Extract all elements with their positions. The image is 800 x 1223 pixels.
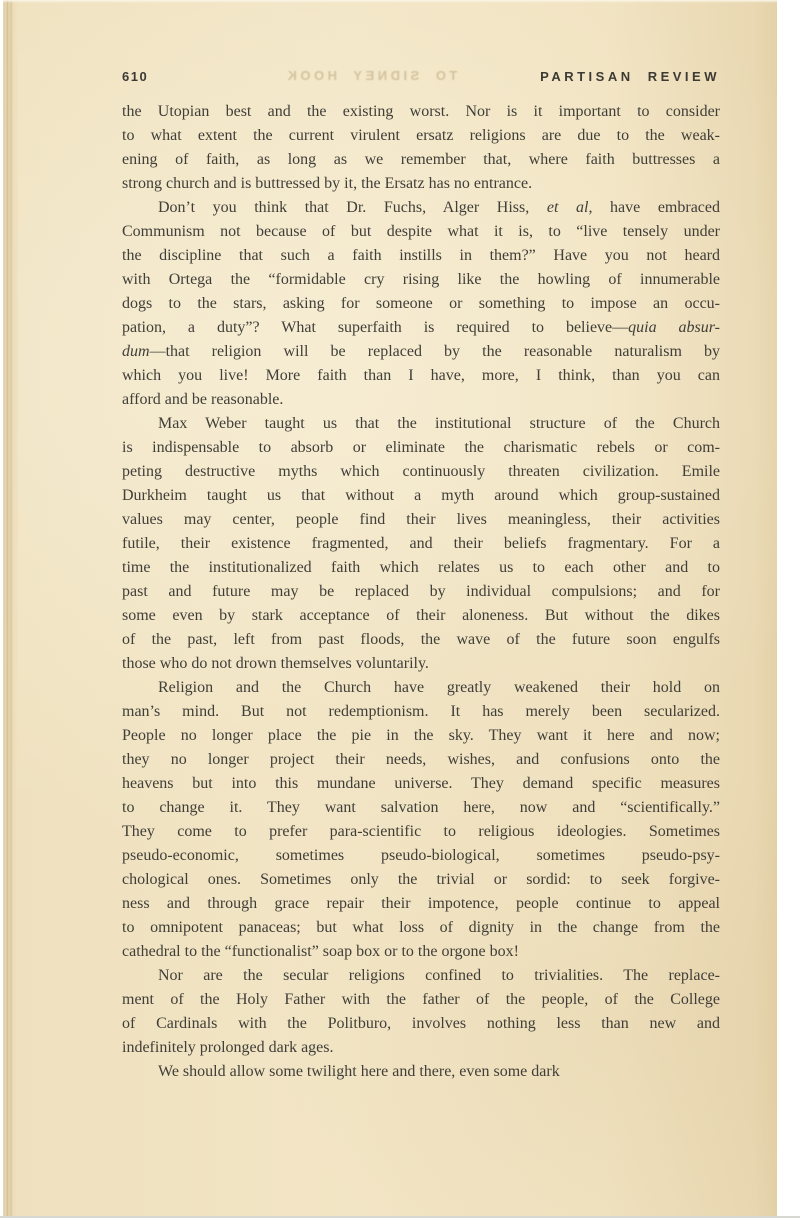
text-line: which you live! More faith than I have, more, I think, than you can	[122, 367, 720, 384]
text-line: of the past, left from past floods, the wave of the future soon engulfs	[122, 631, 720, 648]
page-number: 610	[122, 69, 149, 84]
paragraph	[122, 196, 720, 412]
text-line: ment of the Holy Father with the father of the people, of the College	[122, 991, 720, 1008]
text-line: they no longer project their needs, wishes, and confusions onto the	[122, 751, 720, 768]
text-line: pseudo-economic, sometimes pseudo-biological, sometimes pseudo-psy-	[122, 847, 720, 864]
text-line: Durkheim taught us that without a myth around which group-sustained	[122, 487, 720, 504]
text-line: the discipline that such a faith instills in them?” Have you not heard	[122, 247, 720, 264]
text-line: strong church and is buttressed by it, the Ersatz has no entrance.	[122, 175, 533, 192]
text-line: dogs to the stars, asking for someone or something to impose an occu-	[122, 295, 720, 312]
text-line: We should allow some twilight here and there, even some dark	[158, 1063, 560, 1080]
text-line: with Ortega the “formidable cry rising like the howling of innumerable	[122, 271, 720, 288]
text-line: cathedral to the “functionalist” soap box or to the orgone box!	[122, 943, 519, 960]
text-line: the Utopian best and the existing worst. Nor is it important to consider	[122, 103, 720, 120]
text-line: People no longer place the pie in the sky. They want it here and now;	[122, 727, 720, 744]
text-line: some even by stark acceptance of their aloneness. But without the dikes	[122, 607, 720, 624]
text-line: heavens but into this mundane universe. They demand specific measures	[122, 775, 720, 792]
text-line: futile, their existence fragmented, and their beliefs fragmentary. For a	[122, 535, 720, 552]
text-block	[122, 100, 720, 1084]
text-line: those who do not drown themselves voluntarily.	[122, 655, 429, 672]
text-line: chological ones. Sometimes only the trivial or sordid: to seek forgive-	[122, 871, 720, 888]
text-line: to change it. They want salvation here, now and “scientifically.”	[122, 799, 720, 816]
text-line: Don’t you think that Dr. Fuchs, Alger Hiss, et al, have embraced	[158, 199, 720, 216]
text-line: of Cardinals with the Politburo, involves nothing less than new and	[122, 1015, 720, 1032]
text-line: ening of faith, as long as we remember that, where faith buttresses a	[122, 151, 720, 168]
paragraph	[122, 100, 720, 196]
paragraph	[122, 412, 720, 676]
showthrough-text: TO SIDNEY HOOK	[284, 68, 458, 83]
text-line: peting destructive myths which continuously threaten civilization. Emile	[122, 463, 720, 480]
text-line: Max Weber taught us that the institutional structure of the Church	[158, 415, 720, 432]
page-bottom-shadow	[0, 1216, 800, 1218]
text-line: to what extent the current virulent ersatz religions are due to the weak-	[122, 127, 720, 144]
text-line: dum—that religion will be replaced by the reasonable naturalism by	[122, 343, 720, 360]
paragraph	[122, 964, 720, 1060]
text-line: indefinitely prolonged dark ages.	[122, 1039, 334, 1056]
text-line: man’s mind. But not redemptionism. It has merely been secularized.	[122, 703, 720, 720]
text-line: Communism not because of but despite what it is, to “live tensely under	[122, 223, 720, 240]
text-line: is indispensable to absorb or eliminate the charismatic rebels or com-	[122, 439, 720, 456]
running-head	[122, 69, 720, 83]
journal-title: PARTISAN REVIEW	[540, 69, 720, 84]
paragraph	[122, 676, 720, 964]
text-line: past and future may be replaced by individual compulsions; and for	[122, 583, 720, 600]
text-line: ness and through grace repair their impotence, people continue to appeal	[122, 895, 720, 912]
text-line: Nor are the secular religions confined to trivialities. The replace-	[158, 967, 720, 984]
book-gutter-edge	[3, 0, 18, 1216]
text-line: time the institutionalized faith which relates us to each other and to	[122, 559, 720, 576]
text-line: They come to prefer para-scientific to religious ideologies. Sometimes	[122, 823, 720, 840]
text-line: to omnipotent panaceas; but what loss of dignity in the change from the	[122, 919, 720, 936]
text-line: pation, a duty”? What superfaith is required to believe—quia absur-	[122, 319, 720, 336]
paragraph	[122, 1060, 720, 1084]
text-line: values may center, people find their lives meaningless, their activities	[122, 511, 720, 528]
text-line: afford and be reasonable.	[122, 391, 284, 408]
page-top-edge	[3, 0, 777, 3]
text-line: Religion and the Church have greatly weakened their hold on	[158, 679, 720, 696]
